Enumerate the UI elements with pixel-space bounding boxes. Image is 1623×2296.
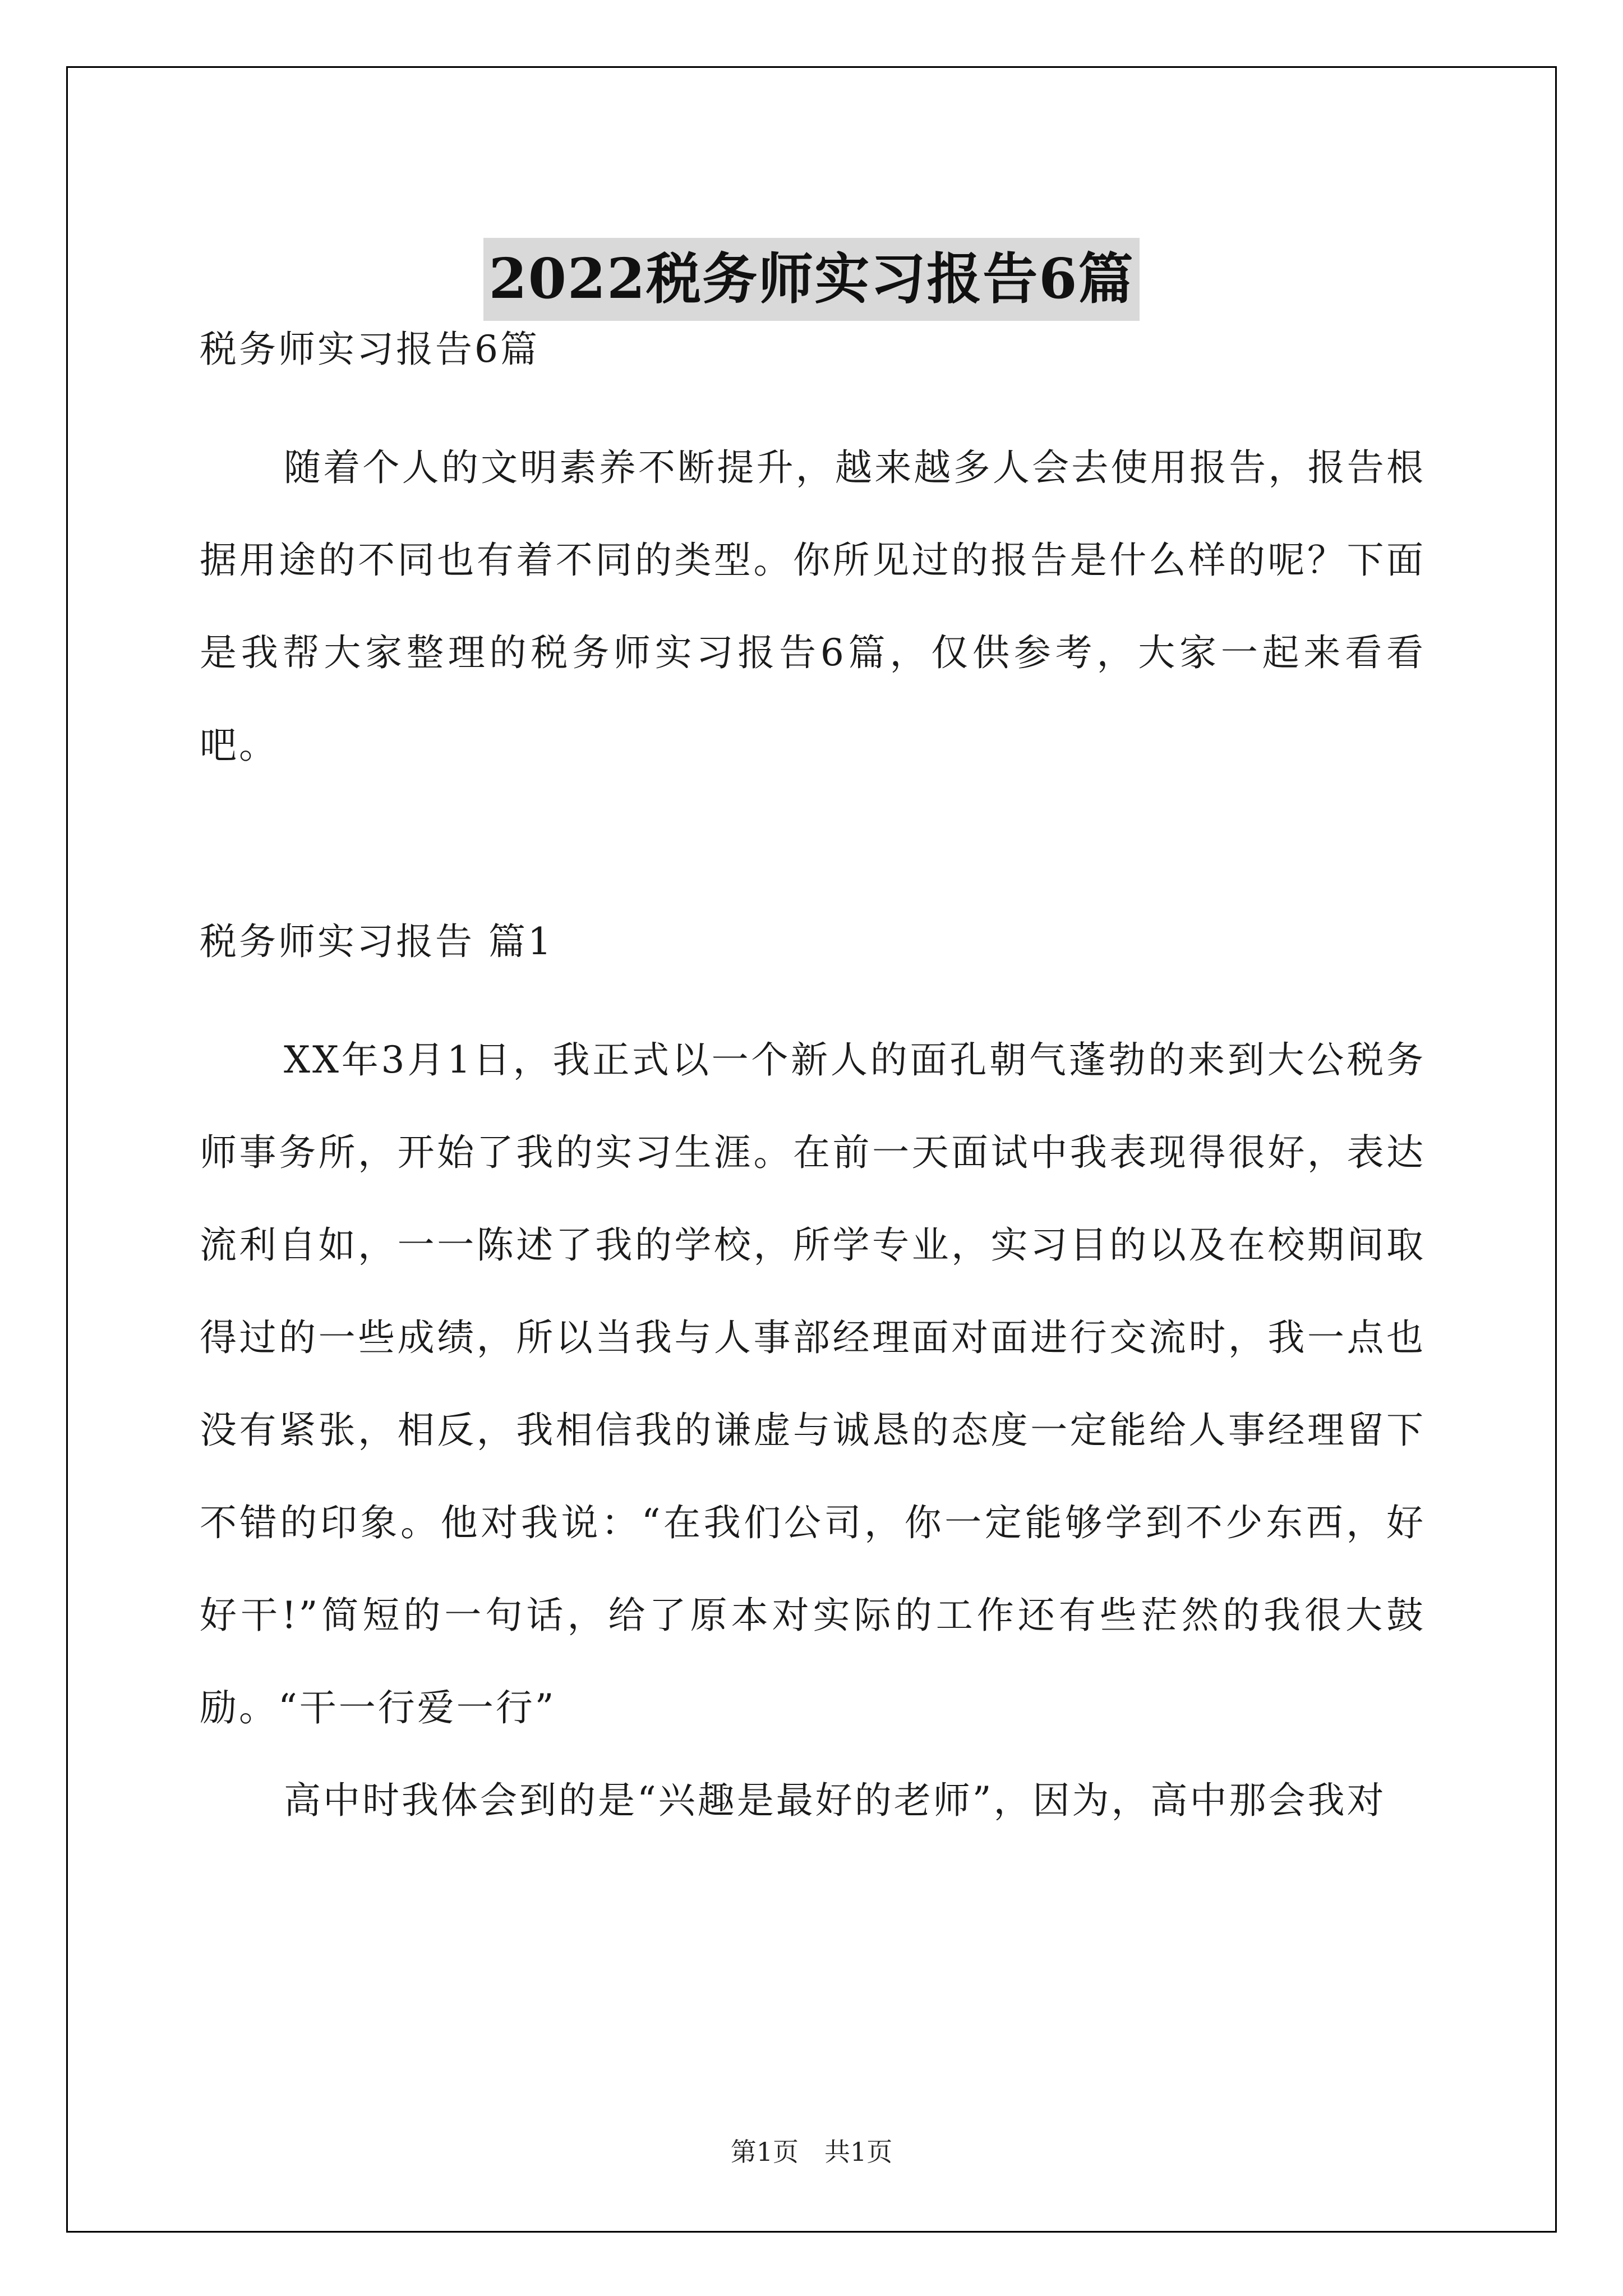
section-paragraph: XX年3月1日，我正式以一个新人的面孔朝气蓬勃的来到大公税务师事务所，开始了我的实习生涯。在前一天面试中我表现得很好，表达流利自如，一一陈述了我的学校，所学专业，实习目的以及在校期间取得过的一些成绩，所以当我与人事部经理面对面进行交流时，我一点也没有紧张，相反，我相信我的谦虚与诚恳的态度一定能给人事经理留下不错的印象。他对我说：“在我们公司，你一定能够学到不少东西，好好干!”简短的一句话，给了原本对实际的工作还有些茫然的我很大鼓励。“干一行爱一行”	[200, 1038, 1426, 1729]
document-title: 2022税务师实习报告6篇	[483, 238, 1140, 321]
page-footer	[0, 2135, 1623, 2169]
spacer	[200, 395, 1426, 421]
page-number: 第1页	[730, 2137, 799, 2167]
document-body	[200, 303, 1426, 1847]
spacer	[200, 988, 1426, 1014]
subtitle: 税务师实习报告6篇	[200, 328, 540, 371]
intro-paragraph: 随着个人的文明素养不断提升，越来越多人会去使用报告，报告根据用途的不同也有着不同的类型。你所见过的报告是什么样的呢？下面是我帮大家整理的税务师实习报告6篇，仅供参考，大家一起来看看吧。	[200, 446, 1426, 767]
spacer	[200, 792, 1426, 895]
page-total: 共1页	[824, 2137, 893, 2167]
section-heading: 税务师实习报告 篇1	[200, 920, 554, 963]
section-paragraph: 高中时我体会到的是“兴趣是最好的老师”，因为，高中那会我对	[284, 1779, 1386, 1822]
